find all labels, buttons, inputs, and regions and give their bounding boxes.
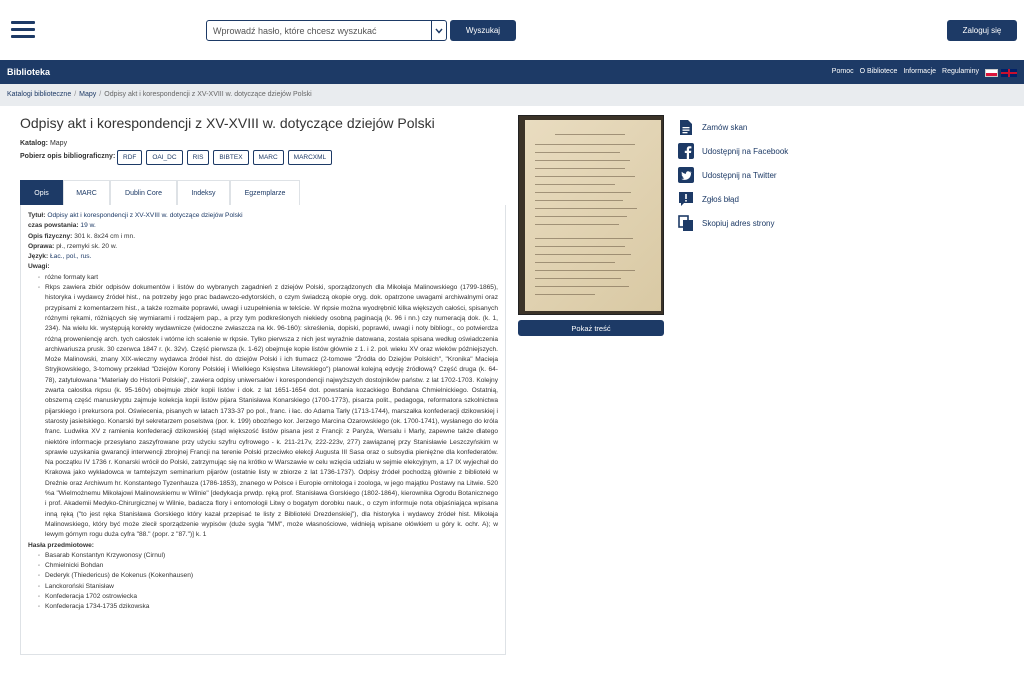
breadcrumb-separator: /	[74, 91, 77, 98]
search-box	[206, 20, 447, 41]
action-label: Zamów skan	[702, 122, 748, 132]
nav-link-regulations[interactable]: Regulaminy	[942, 68, 979, 75]
copy-icon	[677, 215, 694, 232]
twitter-icon	[677, 167, 694, 184]
copy-url-action[interactable]	[677, 211, 788, 235]
order-scan-action[interactable]	[677, 115, 788, 139]
notes-list	[38, 273, 498, 541]
subjects-list	[38, 551, 498, 613]
nav-link-help[interactable]: Pomoc	[831, 68, 854, 75]
tab-dublin-core[interactable]: Dublin Core	[110, 180, 177, 205]
list-item[interactable]: ◦ Dederyk (Thiedericus) de Kokenus (Kokenhausen)	[38, 571, 498, 581]
language-switcher	[985, 69, 1017, 77]
breadcrumb-current: Odpisy akt i korespondencji z XV-XVIII w. dotyczące dziejów Polski	[104, 91, 312, 98]
breadcrumb-item-maps[interactable]: Mapy	[79, 91, 97, 98]
download-label: Pobierz opis bibliograficzny:	[20, 153, 116, 160]
share-facebook-action[interactable]	[677, 139, 788, 163]
list-item[interactable]: ◦ Konfederacja 1734-1735 dzikowska	[38, 602, 498, 612]
breadcrumb-item-catalogs[interactable]: Katalogi biblioteczne	[7, 91, 72, 98]
record-tabs	[20, 180, 300, 205]
document-icon	[677, 119, 694, 136]
search-input[interactable]	[207, 21, 431, 40]
breadcrumb-separator: /	[99, 91, 102, 98]
binding-value: pł., rzemyki sk. 20 w.	[56, 242, 118, 250]
subjects-label: Hasła przedmiotowe:	[28, 541, 94, 549]
search-dropdown-toggle[interactable]	[431, 21, 446, 40]
catalog-value: Mapy	[49, 140, 68, 147]
format-oai-dc-button[interactable]: OAI_DC	[146, 150, 182, 165]
list-item[interactable]: ◦ Chmielnicki Bohdan	[38, 561, 498, 571]
binding-row: Oprawa: pł., rzemyki sk. 20 w.	[28, 242, 118, 250]
language-row: Język: Łac., pol., rus.	[28, 253, 92, 261]
hamburger-menu-icon[interactable]	[11, 21, 35, 39]
report-error-action[interactable]	[677, 187, 788, 211]
nav-links	[832, 68, 979, 75]
tab-description[interactable]: Opis	[20, 180, 63, 205]
format-rdf-button[interactable]: RDF	[117, 150, 142, 165]
catalog-line	[20, 140, 67, 147]
notes-label: Uwagi:	[28, 263, 50, 271]
tab-copies[interactable]: Egzemplarze	[230, 180, 300, 205]
tab-marc[interactable]: MARC	[63, 180, 110, 205]
top-bar	[0, 0, 1024, 60]
polish-flag-icon[interactable]	[985, 69, 998, 77]
side-actions	[677, 115, 788, 235]
search-button[interactable]: Wyszukaj	[450, 20, 516, 41]
nav-link-info[interactable]: Informacje	[903, 68, 937, 75]
format-buttons	[117, 150, 332, 165]
action-label: Udostępnij na Twitter	[702, 170, 777, 180]
physical-value: 301 k. 8x24 cm i mn.	[74, 232, 136, 240]
action-label: Zgłoś błąd	[702, 194, 739, 204]
created-row: czas powstania: 19 w.	[28, 222, 96, 230]
list-item: ◦ różne formaty kart	[38, 273, 498, 283]
show-content-button[interactable]: Pokaż treść	[518, 320, 664, 336]
tab-indexes[interactable]: Indeksy	[177, 180, 230, 205]
chevron-down-icon	[435, 28, 443, 34]
description-panel	[20, 205, 506, 655]
share-twitter-action[interactable]	[677, 163, 788, 187]
list-item[interactable]: ◦ Konfederacja 1702 ostrowiecka	[38, 592, 498, 602]
manuscript-page	[525, 120, 661, 311]
action-label: Udostępnij na Facebook	[702, 146, 789, 156]
title-value[interactable]: Odpisy akt i korespondencji z XV-XVIII w. dotyczące dziejów Polski	[47, 212, 243, 219]
physical-row: Opis fizyczny: 301 k. 8x24 cm i mn.	[28, 232, 136, 240]
format-marc-button[interactable]: MARC	[253, 150, 284, 165]
breadcrumb	[0, 84, 1024, 106]
format-bibtex-button[interactable]: BIBTEX	[213, 150, 248, 165]
main-navbar	[0, 60, 1024, 84]
login-button[interactable]: Zaloguj się	[947, 20, 1017, 41]
page-title: Odpisy akt i korespondencji z XV-XVIII w. dotyczące dziejów Polski	[20, 115, 435, 131]
brand-label[interactable]: Biblioteka	[7, 67, 51, 77]
language-value[interactable]: Łac., pol., rus.	[50, 253, 92, 261]
action-label: Skopiuj adres strony	[702, 218, 775, 228]
facebook-icon	[677, 143, 694, 160]
list-item[interactable]: ◦ Basarab Konstantyn Krzywonosy (Cirnul)	[38, 551, 498, 561]
alert-icon	[677, 191, 694, 208]
list-item[interactable]: ◦ Lanckoroński Stanisław	[38, 582, 498, 592]
created-value[interactable]: 19 w.	[80, 222, 96, 230]
catalog-label: Katalog:	[20, 140, 48, 147]
nav-link-about[interactable]: O Bibliotece	[859, 68, 898, 75]
format-ris-button[interactable]: RIS	[187, 150, 210, 165]
english-flag-icon[interactable]	[1001, 69, 1017, 77]
format-marcxml-button[interactable]: MARCXML	[288, 150, 333, 165]
title-row: Tytuł: Odpisy akt i korespondencji z XV-XVIII w. dotyczące dziejów Polski	[28, 212, 243, 219]
list-item: ◦ Rkps zawiera zbiór odpisów dokumentów i listów do wybranych zagadnień z dziejów Polski, sporządzonych dla Mikołaja Malinowskiego (1799-1865), historyka i wydawcy źródeł hist., na potrzeby jego prac badawczo-edytorskich, o czym świadczą okopie oryg. dok. opatrzone uwagami archiwalnymi oraz przypisami z komentarzem hist., a także rozmaite poprawki, uwagi i uzupełnienia w tekście. W rkpsie można wyodrębnić kilka większych całości, spisanych różnymi rękami, różniących się wymiarami i rodzajem pap., a przy tym podkreślonych niekiedy osobną paginacją (k. 96 i nn.) czy numeracją dok. (k. 1, 234). Na wielu kk. występują korekty wydawnicze (widoczne zwłaszcza na kk. 96-160): skreślenia, dopiski, poprawki, uwagi i noty bibliogr., co potwierdza różną proweniencję arch. tych całostek i wtórne ich scalenie w rkpsie. Tylko pierwsza z nich jest wyraźnie datowana, została spisana według oświadczenia archiwariusza prusk. 30 czerwca 1847 r. (k. 32v). Część pierwsza (k. 1-62) obejmuje kopie listów głównie z 1. i 2. poł. wieku XV oraz wieków późniejszych. Może Malinowski, znany XIX-wieczny wydawca źródeł hist. do dziejów Polski i ich tłumacz (2-tomowe "Źródła do Dziejów Polskich", "Kronika" Macieja Stryjkowskiego, 3-tomowy przekład "Dziejów Korony Polskiej i Wielkiego Księstwa Litewskiego") planował kolejną edycję źródłową? Część druga (k. 64-78), zatytułowana "Materiały do Historii Polskiej", zawiera odpisy uniwersałów i korespondencji najwyższych dostojników państw. z lat 1702-1703. Kolejny zwarta całostka rkpsu (k. 95-160v) obejmuje zbiór kopii listów i dok. z lat 1651-1654 dot. powstania kozackiego Bohdana Chmielnickiego. Ostatnią, obszerną część manuskryptu zajmuje kolekcja kopii listów pijara Stanisława Konarskiego (1700-1773), pisarza polit., pedagoga, reformatora szkolnictwa pijarskiego i prekursora pol. Oświecenia, pisanych w latach 1733-37 po pol., franc. i łac. do Adama Tarły (1713-1744), marszałka konfederacji dzikowskiej i starosty jasielskiego. Konarski był sekretarzem poselstwa (por. k. 199) obozńego kor. Jerzego Marcina Ozarowskiego (ok. 1700-1741), wysłanego do króla franc. Ludwika XV z ramienia konfederacji dzikowskiej (stąd większość listów pisana jest z Francji: z Paryża, Wersalu i Marly, zapewne także dlatego niektóre informacje przesyłano zaszyfrowane przy użyciu szyfru cyfrowego - k. 211-217v, 222-223v, 277) zawiązanej przy Stanisławie Leszczyńskim w sprawie uzyskania gwarancji interwencji zbrojnej Francji na terenie Polski przeciwko elekcji Augusta III Sasa oraz o subsydia pieniężne dla konfederatów. Na początku IV 1736 r. Konarski wrócił do Polski, zatrzymując się na krótko w Warszawie w celu wzięcia udziału w sejmie elekcyjnym, a 17 IX wyjechał do Krakowa jako wykładowca w tamtejszym seminarium pijarów (ostatnie listy w zbiorze z lat 1736-1737). Odpisy źródeł pochodzą głównie z biblioteki w Dreźnie oraz Archiwum hr. Konstantego Tyzenhauza (1786-1853), znanego w Polsce i Europie ornitologa i zoologa, w jego majątku Postawy na Litwie. 520 %a "Wielmożnemu Mikołajowi Malinowskiemu w Wilnie" [dedykacja prwdp. ręką prof. Stanisława Gorskiego (1802-1864), kierownika Ogrodu Botanicznego i prof. Akademii Medyko-Chirurgicznej w Wilnie, badacza flory i entomologii Litwy o bogatym dorobku nauk., o czym informuje nota objaśniająca wpisana inną ręką ("to jest ręka Stanisława Gorskiego który kazał przepisać te listy z Biblioteki Drezdenskiej"), dla historyka i wydawcy źródeł hist. Mikołaja Malinowskiego, który być może zlecił sporządzenie wypisów (duże sygla "MM", może własnościowe, widnieją wpisane ołówkiem u góry k. ochr. A); w lewym górnym rogu duża cyfra "88." (popr. z "87.")] k. 1	[38, 283, 498, 540]
manuscript-thumbnail[interactable]	[518, 115, 664, 315]
